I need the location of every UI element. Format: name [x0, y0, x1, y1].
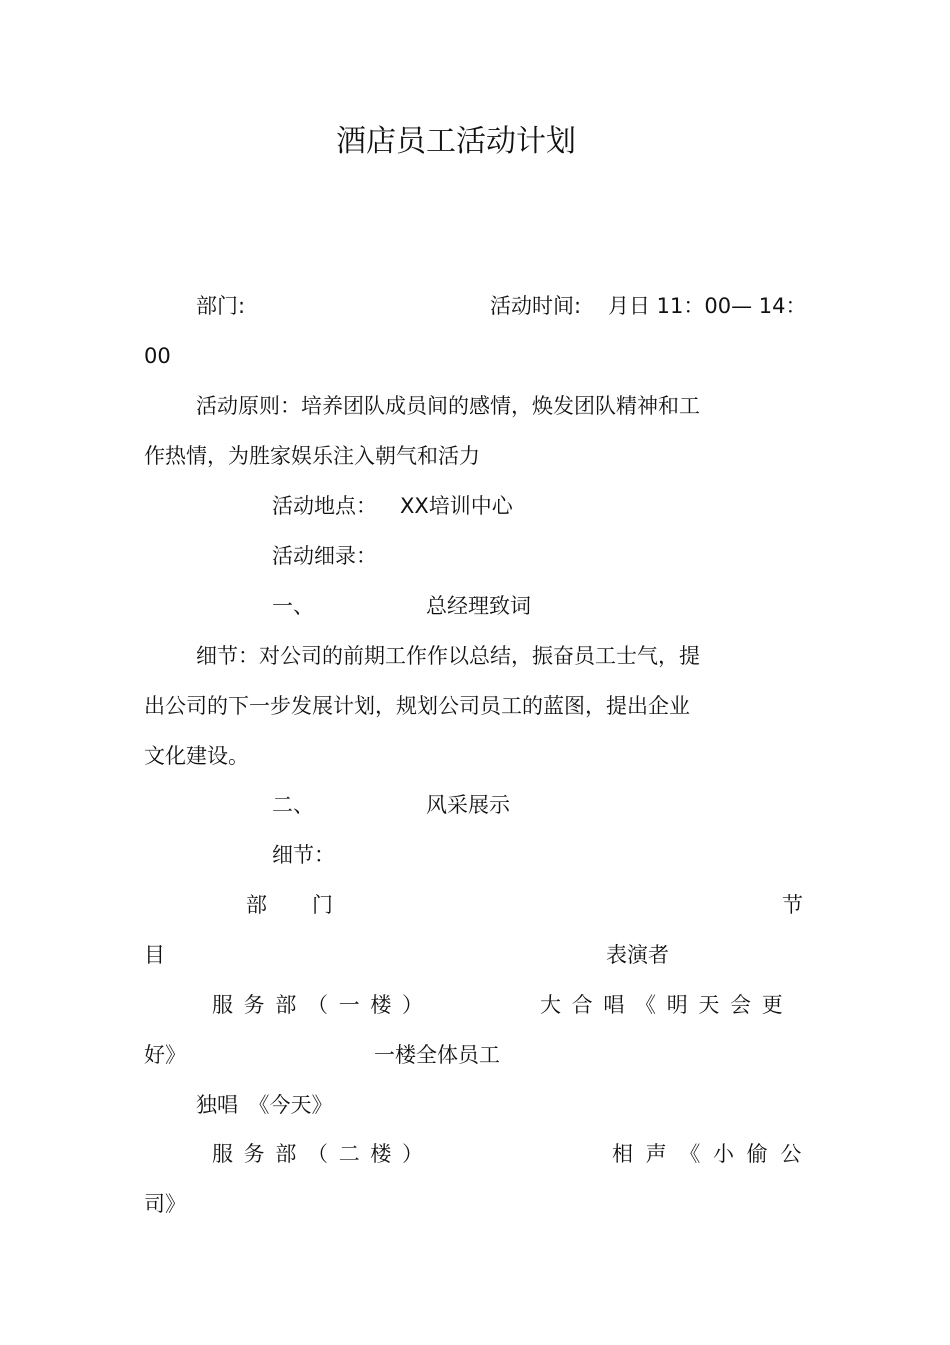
row-1-performer: 一楼全体员工 — [374, 1043, 500, 1067]
section-1-number: 一、 — [272, 594, 314, 618]
section-1-detail-line-2: 出公司的下一步发展计划，规划公司员工的蓝图，提出企业 — [144, 694, 690, 718]
activity-time-wrap: 00 — [144, 344, 171, 368]
row-1-program-a: 大 合 唱 《 明 天 会 更 — [540, 993, 785, 1017]
table-header-program-b: 目 — [144, 943, 165, 967]
row-3-program-a: 相 声 《 小 偷 公 — [612, 1142, 805, 1166]
section-2-title: 风采展示 — [426, 793, 510, 817]
activity-time-value: 月日 11：00— 14： — [608, 294, 807, 318]
section-1-detail-line-1: 细节：对公司的前期工作作以总结，振奋员工士气，提 — [196, 644, 700, 668]
table-header-performer: 表演者 — [606, 943, 669, 967]
row-1-department: 服 务 部 （ 一 楼 ） — [212, 993, 426, 1017]
document-title: 酒店员工活动计划 — [336, 124, 576, 159]
section-2-detail-label: 细节： — [272, 843, 335, 867]
department-label: 部门: — [196, 294, 246, 318]
principle-line-1: 活动原则：培养团队成员间的感情，焕发团队精神和工 — [196, 394, 700, 418]
section-1-detail-line-3: 文化建设。 — [144, 744, 249, 768]
section-1-title: 总经理致词 — [426, 594, 531, 618]
row-1-program-b: 好》 — [144, 1043, 186, 1067]
location-value: XX培训中心 — [400, 494, 513, 518]
activity-time-label: 活动时间: — [490, 294, 582, 318]
section-2-number: 二、 — [272, 793, 314, 817]
row-3-department: 服 务 部 （ 二 楼 ） — [212, 1142, 426, 1166]
table-header-department: 部 门 — [246, 893, 345, 917]
row-2-program: 独唱 《今天》 — [196, 1093, 333, 1117]
principle-line-2: 作热情，为胜家娱乐注入朝气和活力 — [144, 444, 480, 468]
table-header-program-a: 节 — [782, 893, 803, 917]
location-label: 活动地点： — [272, 494, 377, 518]
row-3-program-b: 司》 — [144, 1192, 186, 1216]
details-heading: 活动细录： — [272, 544, 377, 568]
